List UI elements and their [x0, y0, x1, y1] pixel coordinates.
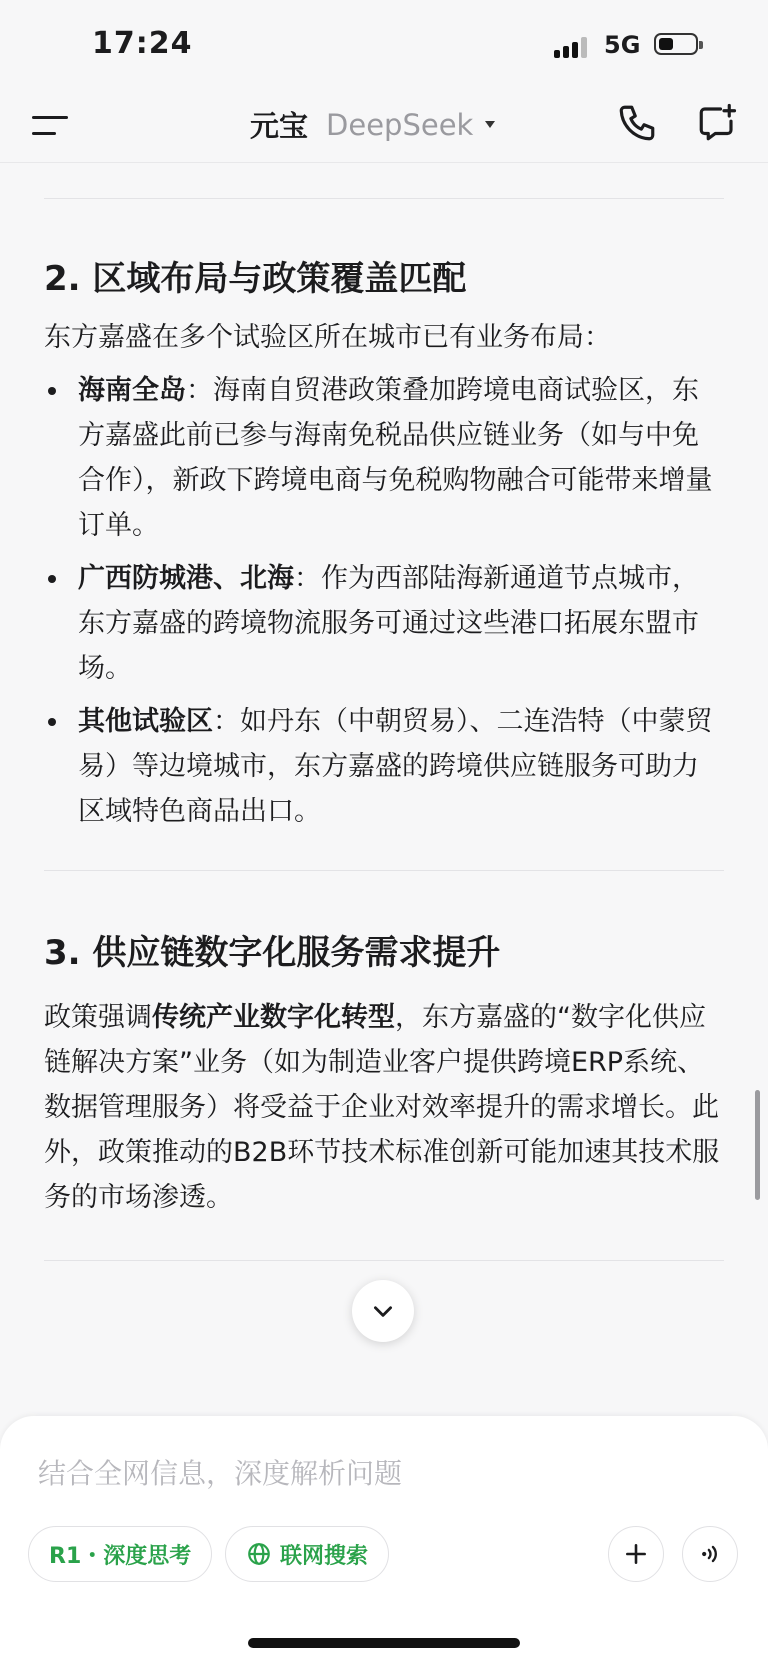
network-type: 5G — [604, 31, 641, 59]
list-item — [44, 556, 724, 691]
add-button[interactable] — [608, 1526, 664, 1582]
list-item-text: ：海南自贸港政策叠加跨境电商试验区，东方嘉盛此前已参与海南免税品供应链业务（如与中免合作），新政下跨境电商与免税购物融合可能带来增量订单。 — [78, 375, 713, 541]
status-time: 17:24 — [92, 26, 193, 61]
deep-think-label: R1・深度思考 — [49, 1543, 192, 1569]
message-content — [44, 162, 724, 1261]
list-item-bold: 海南全岛 — [78, 375, 186, 406]
home-indicator — [248, 1638, 520, 1648]
status-bar — [0, 0, 768, 86]
chevron-down-icon — [370, 1298, 396, 1324]
para-text: 政策强调 — [44, 1002, 152, 1033]
new-chat-icon[interactable] — [696, 102, 738, 144]
battery-icon — [654, 33, 698, 55]
caret-down-icon — [485, 121, 495, 128]
web-search-label: 联网搜索 — [280, 1543, 369, 1569]
scrollbar[interactable] — [755, 1090, 760, 1200]
web-search-toggle[interactable] — [225, 1526, 389, 1582]
section-paragraph — [44, 995, 724, 1220]
list-item — [44, 699, 724, 834]
section-heading: 2. 区域布局与政策覆盖匹配 — [44, 259, 467, 299]
model-name: DeepSeek — [326, 107, 474, 142]
list-item-text: ：如丹东（中朝贸易）、二连浩特（中蒙贸易）等边境城市，东方嘉盛的跨境供应链服务可助力区域特色商品出口。 — [78, 706, 713, 827]
app-title: 元宝 — [250, 109, 309, 143]
divider — [44, 1260, 724, 1261]
section-heading: 3. 供应链数字化服务需求提升 — [44, 933, 501, 973]
section-intro: 东方嘉盛在多个试验区所在城市已有业务布局： — [44, 322, 611, 353]
composer — [0, 1416, 768, 1662]
list-item-bold: 其他试验区 — [78, 706, 213, 737]
menu-icon[interactable] — [32, 110, 70, 140]
list-item-bold: 广西防城港、北海 — [78, 563, 294, 594]
list-item — [44, 368, 724, 548]
scroll-down-button[interactable] — [352, 1280, 414, 1342]
deep-think-toggle[interactable] — [28, 1526, 212, 1582]
globe-icon — [246, 1541, 272, 1567]
voice-button[interactable] — [682, 1526, 738, 1582]
voice-icon — [696, 1540, 724, 1568]
model-switcher[interactable] — [250, 104, 495, 145]
message-input[interactable]: 结合全网信息，深度解析问题 — [38, 1457, 403, 1490]
divider — [44, 198, 724, 199]
app-header — [0, 86, 768, 163]
divider — [44, 870, 724, 871]
para-text: ，东方嘉盛的“数字化供应链解决方案”业务（如为制造业客户提供跨境ERP系统、数据管理服务）将受益于企业对效率提升的需求增长。此外，政策推动的B2B环节技术标准创新可能加速其技术服务的市场渗透。 — [44, 1002, 720, 1213]
para-bold: 传统产业数字化转型 — [152, 1002, 395, 1033]
bullet-list — [44, 368, 724, 834]
plus-icon — [623, 1541, 649, 1567]
phone-icon[interactable] — [616, 102, 658, 144]
list-item-text: ：作为西部陆海新通道节点城市，东方嘉盛的跨境物流服务可通过这些港口拓展东盟市场。 — [78, 563, 699, 684]
